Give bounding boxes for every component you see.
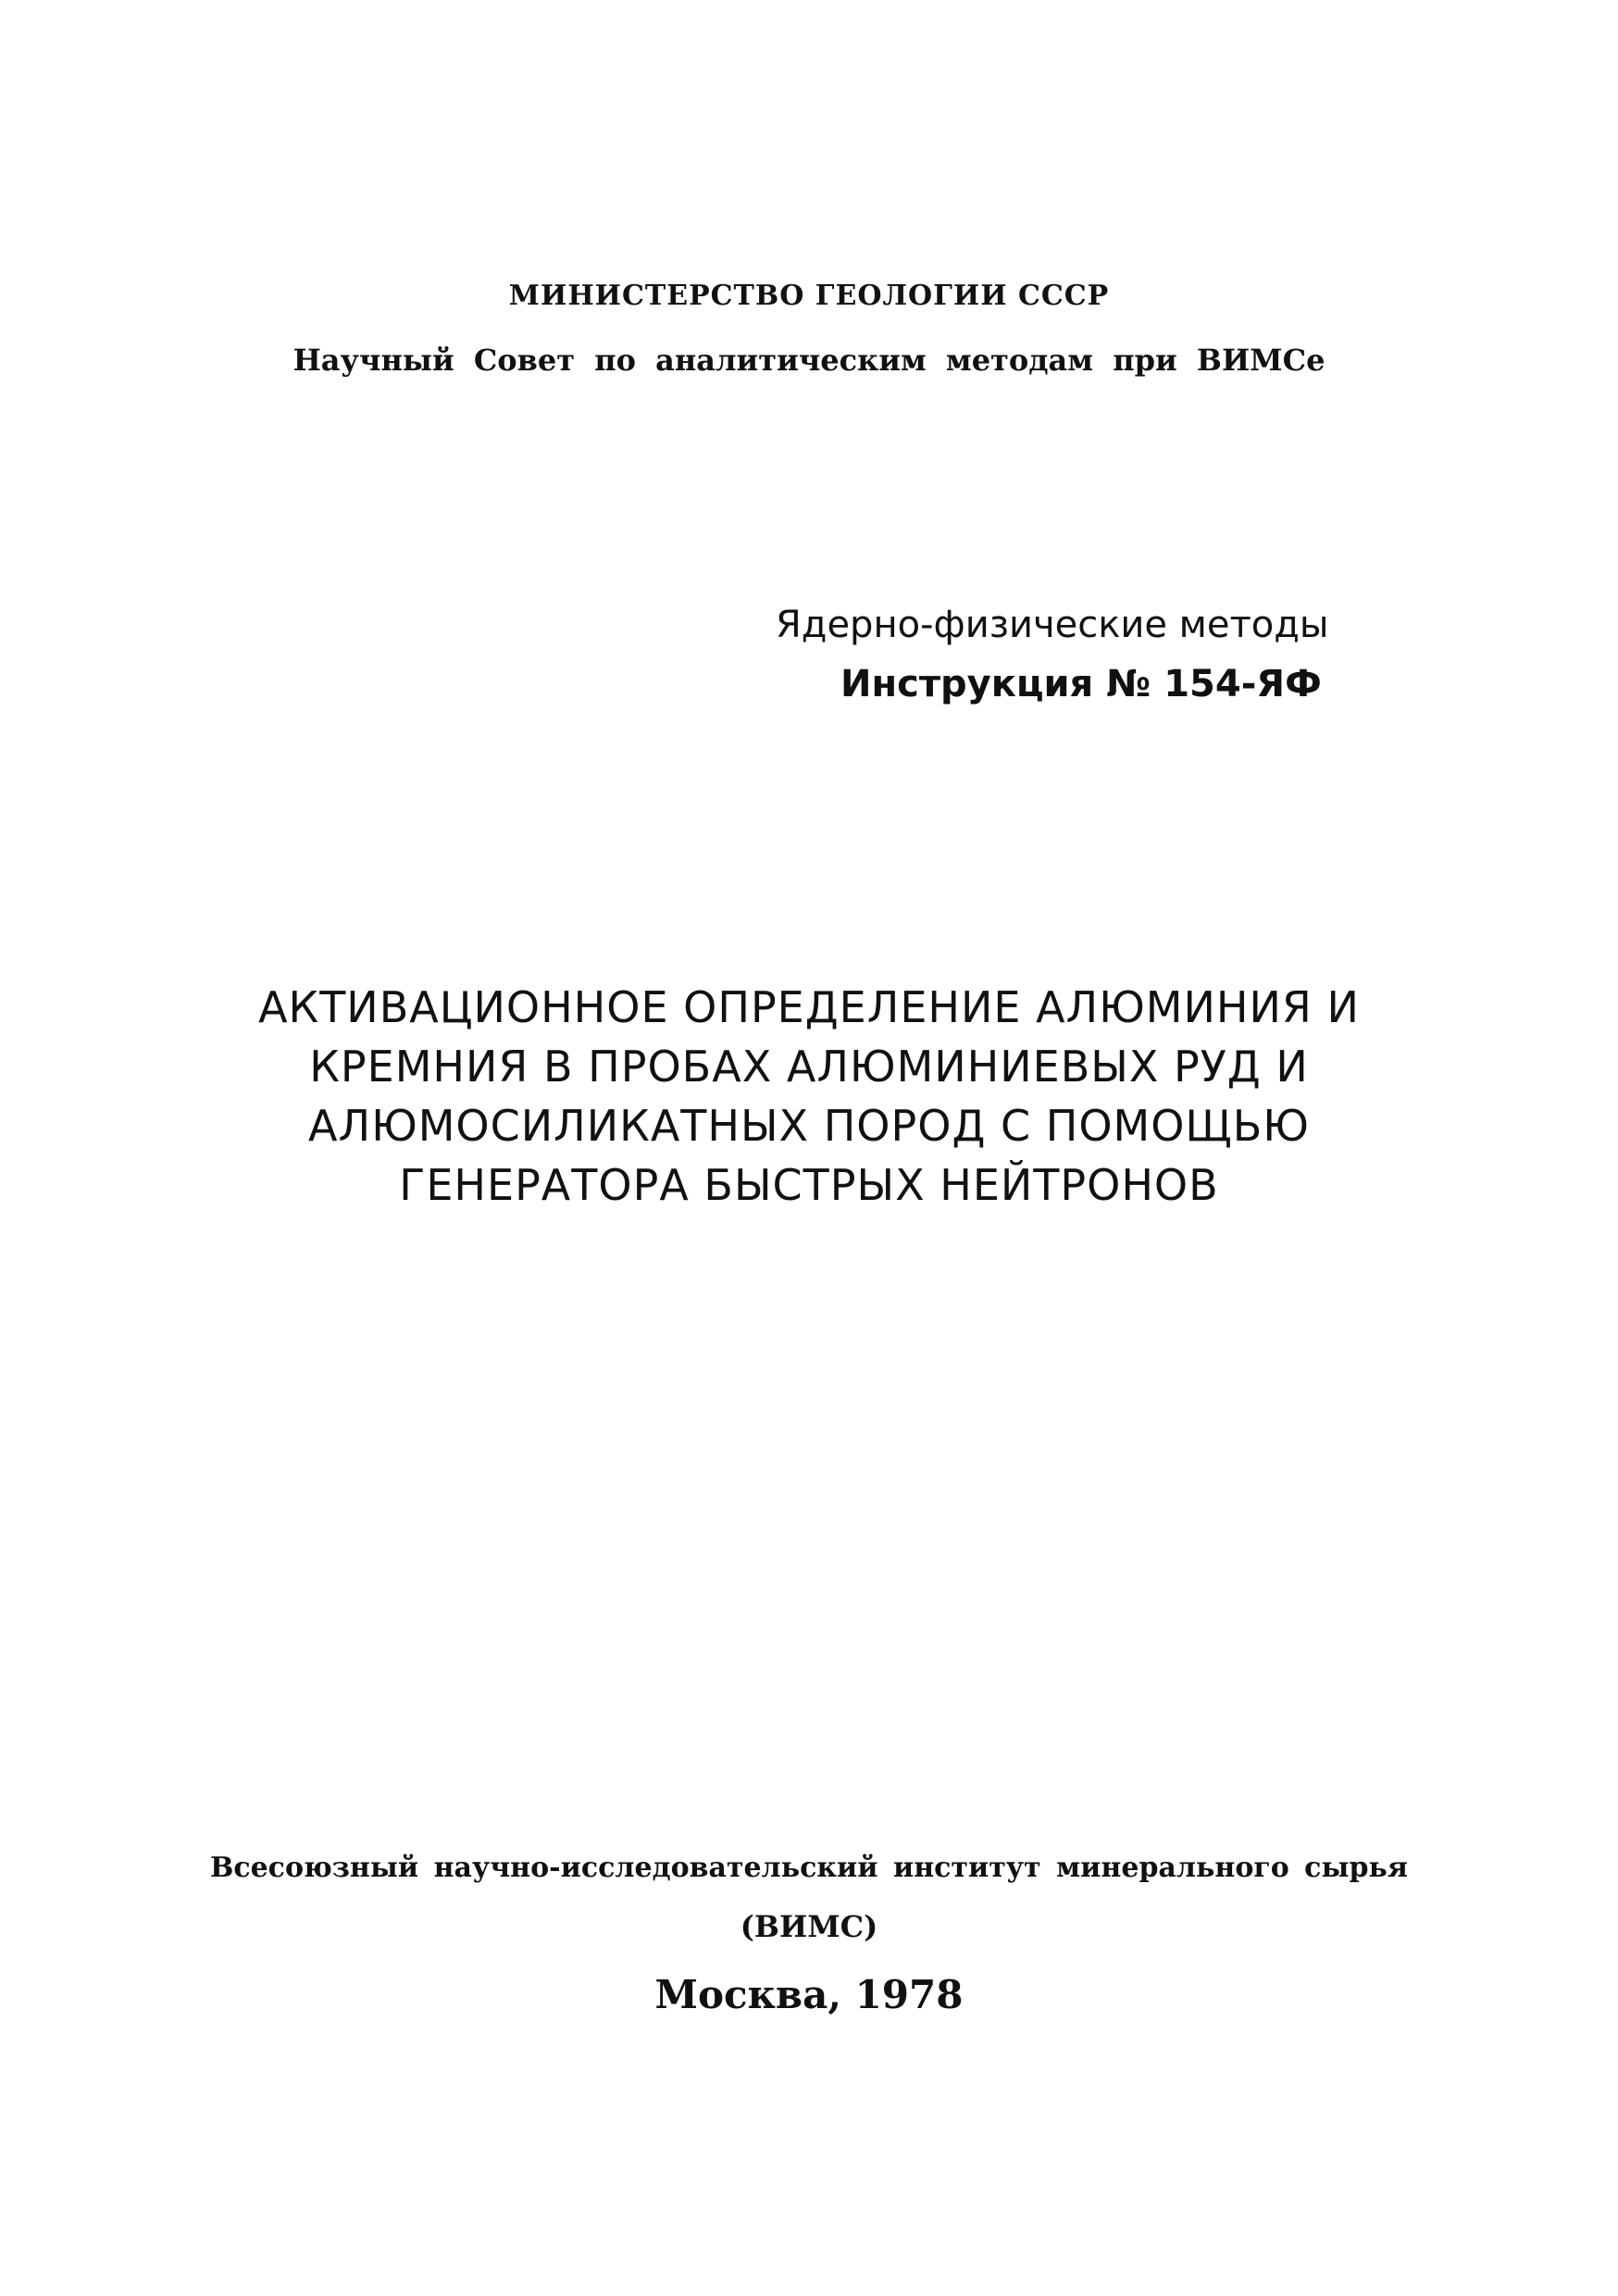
title-line-3: АЛЮМОСИЛИКАТНЫХ ПОРОД С ПОМОЩЬЮ xyxy=(308,1101,1310,1151)
institute-abbreviation: (ВИМС) xyxy=(740,1909,878,1944)
instruction-number: Инструкция № 154-ЯФ xyxy=(840,663,1322,705)
title-line-4: ГЕНЕРАТОРА БЫСТРЫХ НЕЙТРОНОВ xyxy=(399,1160,1219,1210)
institute-name: Всесоюзный научно-исследовательский институт минерального сырья xyxy=(209,1852,1409,1884)
publication-place-year: Москва, 1978 xyxy=(654,1972,964,2017)
ministry-heading: МИНИСТЕРСТВО ГЕОЛОГИИ СССР xyxy=(508,280,1110,312)
document-title xyxy=(0,978,1618,1215)
title-line-2: КРЕМНИЯ В ПРОБАХ АЛЮМИНИЕВЫХ РУД И xyxy=(309,1042,1309,1092)
method-category: Ядерно-физические методы xyxy=(776,604,1329,646)
title-line-1: АКТИВАЦИОННОЕ ОПРЕДЕЛЕНИЕ АЛЮМИНИЯ И xyxy=(258,982,1360,1032)
council-heading: Научный Совет по аналитическим методам при ВИМСе xyxy=(292,343,1326,378)
